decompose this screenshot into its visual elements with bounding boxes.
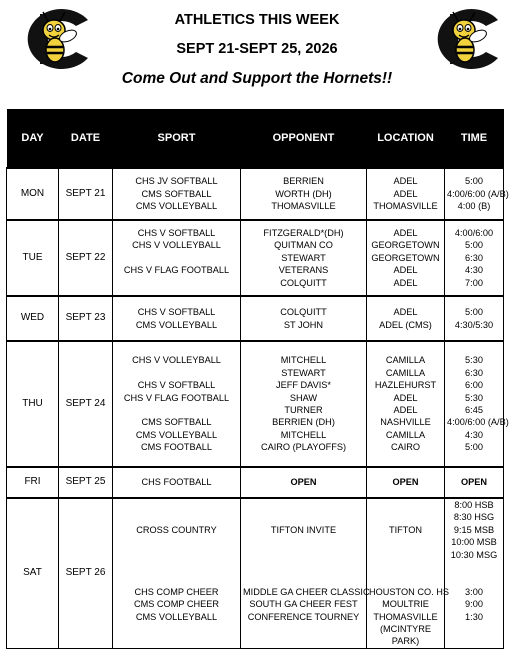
table-row [7,467,504,498]
location-line: THOMASVILLE [373,201,438,212]
sport-line: CHS V VOLLEYBALL [132,355,221,366]
time-line: 6:30 [465,252,483,263]
day-cell: SAT [7,498,59,648]
sport-cell [113,341,241,467]
sport-line: CMS VOLLEYBALL [135,611,218,622]
sport-line [115,499,238,511]
table-row [7,296,504,341]
column-header-time: TIME [445,109,504,168]
time-line: 5:00 [465,240,483,251]
time-cell [445,498,504,648]
date-cell: SEPT 22 [59,220,113,296]
location-line: HOUSTON CO. HS [369,586,449,597]
opponent-line: THOMASVILLE [271,201,336,212]
location-line: ADEL (CMS) [379,319,432,330]
sport-line: CHS V VOLLEYBALL [132,240,221,251]
opponent-line: QUITMAN CO [274,240,333,251]
opponent-line: STEWART [281,367,326,378]
header-row [7,109,504,168]
column-header-date: DATE [59,109,113,168]
location-line: CAMILLA [385,429,426,440]
time-line: 5:00 [465,307,483,318]
location-line [369,536,442,548]
opponent-line: SHAW [289,392,318,403]
time-line [447,561,501,573]
location-line: PARK) [391,636,420,647]
opponent-line: MIDDLE GA CHEER CLASSIC [243,586,370,597]
opponent-line: BERRIEN [283,176,324,187]
location-line: ADEL [393,188,418,199]
location-line: GEORGETOWN [371,252,440,263]
opponent-line: TIFTON INVITE [270,524,337,535]
date-cell: SEPT 23 [59,296,113,341]
sport-line [115,536,238,548]
opponent-line: CONFERENCE TOURNEY [247,611,360,622]
time-line [447,623,501,635]
table-row [7,168,504,220]
location-line: CAMILLA [385,355,426,366]
location-cell [367,467,445,498]
time-cell [445,467,504,498]
location-line: THOMASVILLE [373,611,438,622]
sport-line [115,404,238,416]
time-line: 9:15 MSB [453,524,495,535]
opponent-line: SOUTH GA CHEER FEST [249,599,358,610]
table-row [7,498,504,648]
time-line: 4:00/6:00 [454,228,494,239]
table-row [7,341,504,467]
opponent-line [243,511,364,523]
sport-line: CHS COMP CHEER [134,586,219,597]
date-cell: SEPT 21 [59,168,113,220]
time-line: 10:00 MSB [451,537,497,548]
location-cell [367,168,445,220]
column-header-opponent: OPPONENT [241,109,367,168]
sport-line: CHS V SOFTBALL [137,307,216,318]
date-cell: SEPT 26 [59,498,113,648]
sport-line: CHS V SOFTBALL [137,228,216,239]
location-line: CAMILLA [385,367,426,378]
time-line: 4:00/6:00 (A/B) [447,188,509,199]
opponent-cell [241,341,367,467]
time-line: 4:30 [465,429,483,440]
time-line: 3:00 [465,586,483,597]
opponent-cell [241,220,367,296]
sport-line [115,623,238,635]
location-line: ADEL [393,307,418,318]
location-line [369,511,442,523]
time-cell [445,341,509,467]
opponent-line: COLQUITT [280,307,327,318]
time-line: 4:30/5:30 [454,319,494,330]
time-line: 4:30 [465,265,483,276]
tagline: Come Out and Support the Hornets!! [121,70,393,87]
location-line: NASHVILLE [380,417,431,428]
sport-line [115,549,238,561]
sport-line: CHS FOOTBALL [141,477,212,488]
location-line [369,549,442,561]
day-cell: WED [7,296,59,341]
sport-cell [113,467,241,498]
opponent-line [243,623,364,635]
opponent-line: OPEN [290,477,317,488]
sport-cell [113,168,241,220]
location-line [369,499,442,511]
sport-line: CMS SOFTBALL [141,188,212,199]
location-line: (MCINTYRE [379,623,432,634]
sport-cell [113,498,241,648]
opponent-line: MITCHELL [280,355,327,366]
sport-line: CMS VOLLEYBALL [135,201,218,212]
time-line: 7:00 [465,277,483,288]
time-line: 6:45 [465,405,483,415]
time-line [447,573,501,585]
time-cell [445,168,509,220]
location-line: ADEL [393,176,418,187]
opponent-line [243,561,364,573]
time-line: 5:00 [465,442,483,453]
sport-line: CMS VOLLEYBALL [135,429,218,440]
location-cell [367,296,445,341]
location-cell [367,498,449,648]
sport-line: CROSS COUNTRY [136,524,217,535]
opponent-line [243,573,364,585]
table-row [7,220,504,296]
location-line: ADEL [393,228,418,239]
sport-line: CHS V FLAG FOOTBALL [123,392,230,403]
location-cell [367,220,445,296]
time-line: 6:00 [465,380,483,391]
date-range: SEPT 21-SEPT 25, 2026 [176,41,338,57]
opponent-cell [241,498,370,648]
sport-line: CMS FOOTBALL [141,442,212,453]
opponent-line [243,536,364,548]
column-header-location: LOCATION [367,109,445,168]
time-cell [445,296,504,341]
sport-line: CHS V FLAG FOOTBALL [123,265,230,276]
opponent-line: COLQUITT [280,277,327,288]
time-line: 5:00 [465,176,483,187]
sport-line: CMS SOFTBALL [141,417,212,428]
opponent-cell [241,467,367,498]
opponent-cell [241,168,367,220]
time-line: 8:30 HSG [453,512,495,523]
location-line: ADEL [393,392,418,403]
opponent-line: BERRIEN (DH) [272,417,335,428]
sport-cell [113,220,241,296]
sport-line: CHS V SOFTBALL [137,380,216,391]
opponent-line: WORTH (DH) [275,188,332,199]
day-cell: THU [7,341,59,467]
time-line: 8:00 HSB [454,500,494,510]
location-cell [367,341,445,467]
column-header-sport: SPORT [113,109,241,168]
opponent-line: TURNER [284,405,323,415]
opponent-line: STEWART [281,252,326,263]
day-cell: MON [7,168,59,220]
sport-line: CMS VOLLEYBALL [135,319,218,330]
date-cell: SEPT 25 [59,467,113,498]
time-line: 10:30 MSG [450,549,498,560]
sport-line [115,511,238,523]
location-line: CAIRO [390,442,421,453]
opponent-line: VETERANS [278,265,329,276]
time-cell [445,220,504,296]
opponent-line: ST JOHN [283,319,324,330]
sport-line [115,252,238,264]
opponent-line: CAIRO (PLAYOFFS) [260,442,347,453]
time-line: 4:00/6:00 (A/B) [447,417,509,428]
location-line: MOULTRIE [382,599,429,610]
opponent-line: JEFF DAVIS* [276,380,331,391]
location-line: ADEL [393,405,418,415]
time-line: 6:30 [465,367,483,378]
location-line: ADEL [393,277,418,288]
location-line: ADEL [393,265,418,276]
sport-line [115,561,238,573]
location-line [369,561,442,573]
sport-line [115,367,238,379]
sport-line: CMS COMP CHEER [133,599,220,610]
sport-line: CHS JV SOFTBALL [135,176,218,187]
day-cell: TUE [7,220,59,296]
time-line: 5:30 [465,355,483,366]
opponent-cell [241,296,367,341]
sport-line [115,573,238,585]
date-cell: SEPT 24 [59,341,113,467]
time-line: 5:30 [465,392,483,403]
time-line: 9:00 [465,599,483,610]
sport-line [115,277,238,289]
opponent-line [243,499,364,511]
location-line: GEORGETOWN [371,240,440,251]
day-cell: FRI [7,467,59,498]
opponent-line [243,549,364,561]
time-line: OPEN [460,477,488,488]
location-line [369,573,442,585]
time-line: 1:30 [465,611,483,622]
location-line: HAZLEHURST [374,380,437,391]
opponent-line: MITCHELL [280,429,327,440]
opponent-line: FITZGERALD*(DH) [263,228,344,239]
sport-cell [113,296,241,341]
column-header-day: DAY [7,109,59,168]
location-line: OPEN [392,477,419,488]
location-line: TIFTON [388,524,422,535]
time-line: 4:00 (B) [457,201,491,212]
schedule-table [6,109,509,649]
page-title: ATHLETICS THIS WEEK [174,12,340,28]
